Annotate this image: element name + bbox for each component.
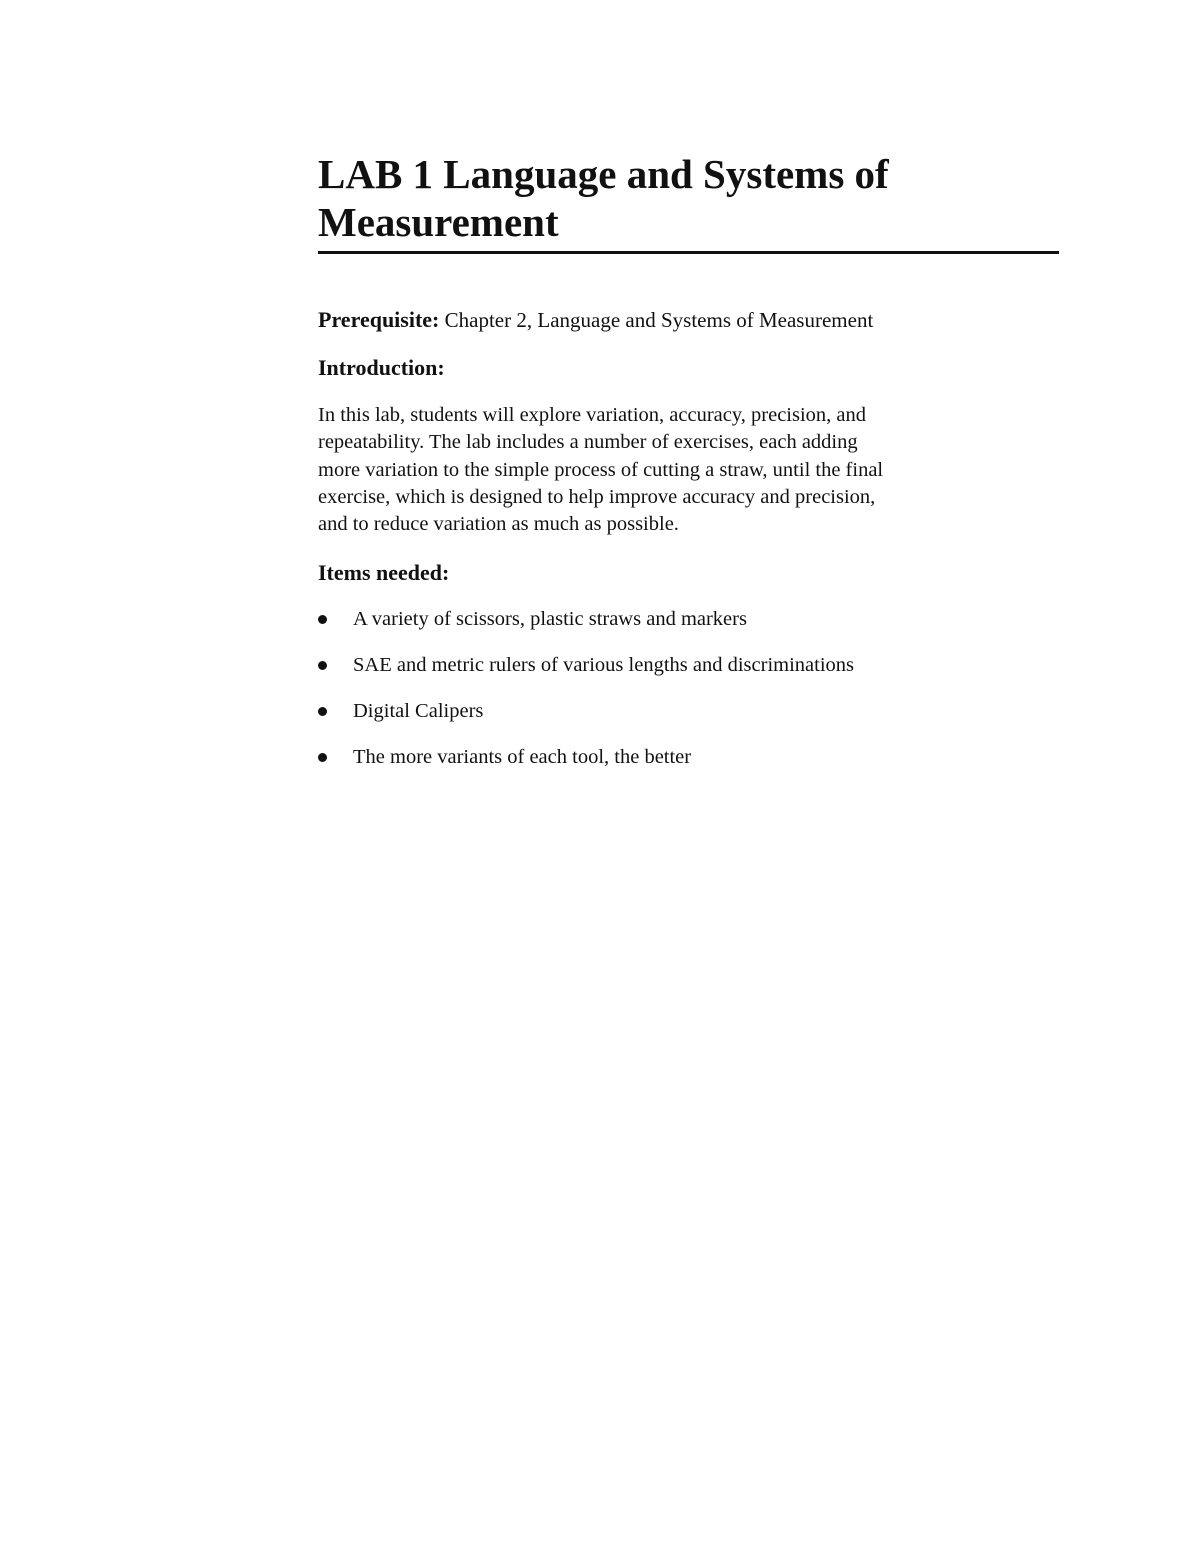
document-title: LAB 1 Language and Systems of Measurement	[318, 151, 889, 245]
prerequisite-line	[318, 306, 1059, 334]
bullet-icon	[318, 661, 327, 670]
introduction-paragraph: In this lab, students will explore variation, accuracy, precision, and repeatability. The lab includes a number of exercises, each adding more variation to the simple process of cutting a straw, until the final exercise, which is designed to help improve accuracy and precision, and to reduce variation as much as possible.	[318, 404, 884, 536]
document-content	[318, 150, 1059, 789]
list-item	[318, 605, 1059, 633]
list-item-text: SAE and metric rulers of various lengths and discriminations	[353, 654, 855, 677]
introduction-heading: Introduction:	[318, 355, 445, 380]
list-item	[318, 697, 1059, 725]
bullet-icon	[318, 707, 327, 716]
list-item	[318, 743, 1059, 771]
prerequisite-text: Chapter 2, Language and Systems of Measurement	[444, 308, 874, 332]
items-needed-heading: Items needed:	[318, 560, 450, 586]
list-item-text: The more variants of each tool, the better	[353, 746, 692, 769]
bullet-icon	[318, 615, 327, 624]
list-item-text: Digital Calipers	[353, 700, 484, 723]
title-underline-rule	[318, 251, 1059, 254]
bullet-icon	[318, 753, 327, 762]
list-item-text: A variety of scissors, plastic straws and markers	[353, 608, 747, 631]
list-item	[318, 651, 1059, 679]
items-needed-list	[318, 605, 1059, 771]
prerequisite-label: Prerequisite:	[318, 307, 440, 332]
